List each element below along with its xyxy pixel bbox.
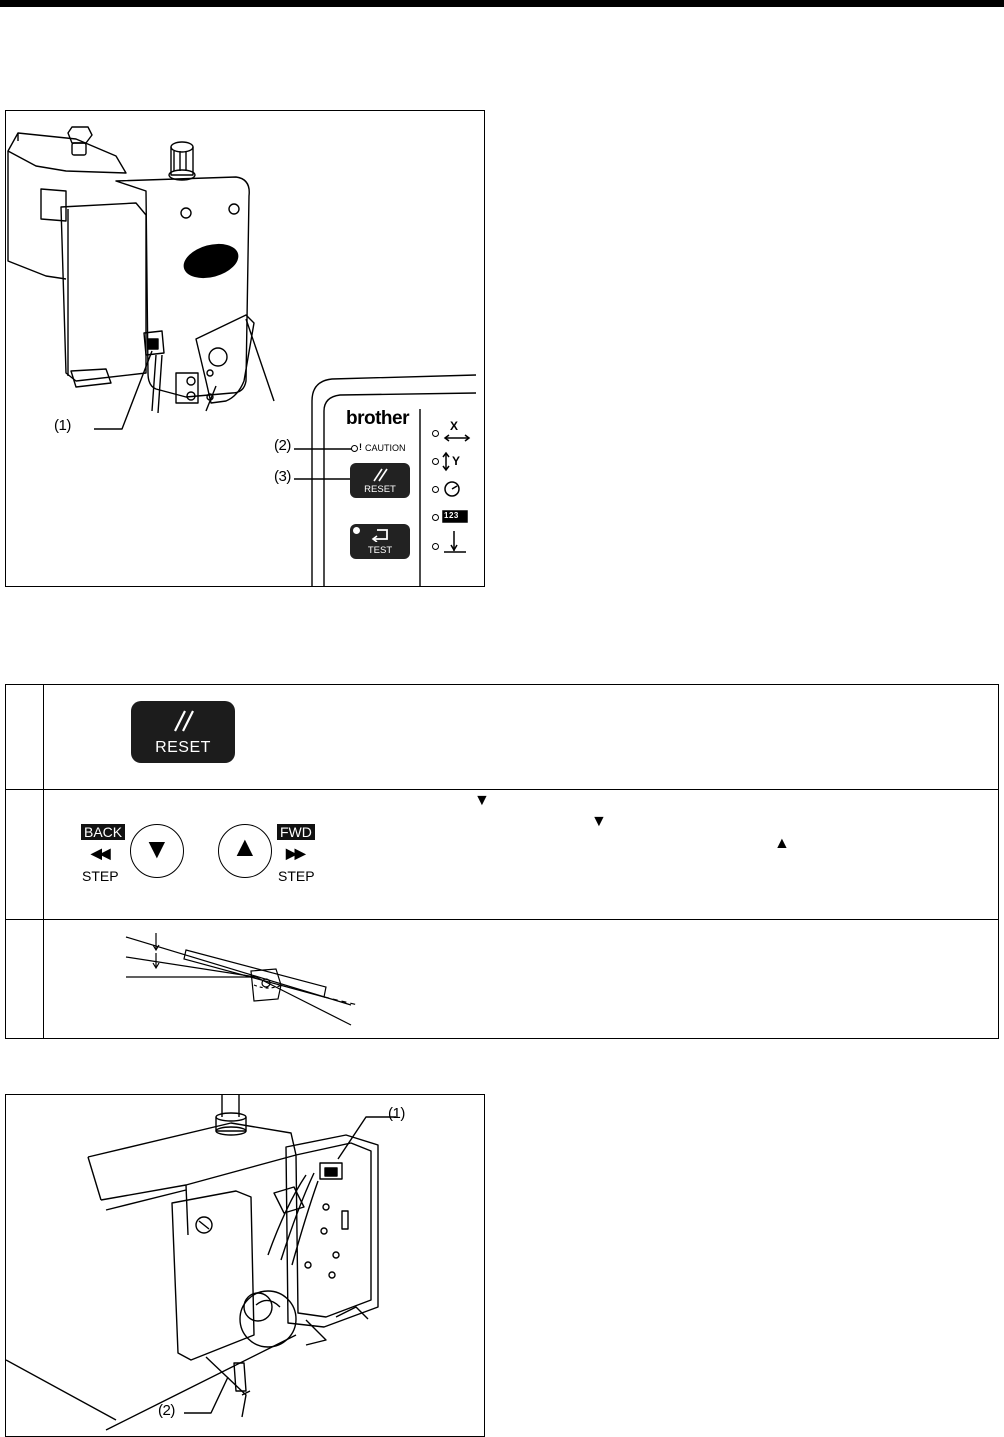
y-axis-label: Y bbox=[452, 454, 461, 468]
callout-2: (2) bbox=[158, 1402, 175, 1419]
step-back-key[interactable] bbox=[130, 824, 184, 878]
table-row-divider bbox=[6, 919, 998, 920]
brand-logo: brother bbox=[346, 408, 409, 429]
down-triangle-icon: ▼ bbox=[143, 833, 171, 864]
reset-key-large[interactable] bbox=[131, 701, 235, 763]
reset-key-label: RESET bbox=[155, 739, 211, 756]
fast-forward-icon: ▶▶ bbox=[286, 845, 304, 861]
page-top-rule bbox=[0, 0, 1004, 7]
fwd-label: FWD bbox=[277, 824, 315, 840]
up-mark: ▲ bbox=[774, 835, 790, 852]
x-axis-label: X bbox=[450, 419, 459, 433]
counter-led bbox=[432, 514, 439, 521]
test-button[interactable] bbox=[350, 524, 410, 559]
machine-head-illustration bbox=[6, 111, 484, 586]
table-column-divider bbox=[43, 685, 44, 1038]
machine-side-figure bbox=[5, 1094, 485, 1437]
angle-adjustment-diagram bbox=[116, 925, 376, 1035]
y-axis-led bbox=[432, 458, 439, 465]
needle-led bbox=[432, 543, 439, 550]
test-led bbox=[353, 527, 360, 534]
caution-label: CAUTION bbox=[365, 443, 406, 453]
down-mark-2: ▼ bbox=[591, 813, 607, 830]
back-label: BACK bbox=[81, 824, 125, 840]
callout-2: (2) bbox=[274, 437, 291, 454]
test-icon bbox=[371, 528, 389, 542]
machine-side-illustration bbox=[6, 1095, 484, 1436]
callout-1: (1) bbox=[388, 1105, 405, 1122]
reset-button[interactable] bbox=[350, 463, 410, 498]
fwd-step-label: STEP bbox=[278, 868, 315, 884]
rewind-icon: ◀◀ bbox=[91, 845, 109, 861]
step-forward-key[interactable] bbox=[218, 824, 272, 878]
counter-label: 123 bbox=[444, 511, 459, 520]
reset-icon bbox=[171, 709, 197, 733]
reset-button-label: RESET bbox=[364, 484, 396, 495]
machine-head-figure bbox=[5, 110, 485, 587]
callout-1: (1) bbox=[54, 417, 71, 434]
callout-3: (3) bbox=[274, 468, 291, 485]
speed-led bbox=[432, 486, 439, 493]
table-row-divider bbox=[6, 789, 998, 790]
down-mark-1: ▼ bbox=[474, 792, 490, 809]
caution-led bbox=[351, 445, 358, 452]
procedure-table bbox=[5, 684, 999, 1039]
reset-icon bbox=[371, 468, 389, 482]
test-button-label: TEST bbox=[367, 545, 393, 556]
x-axis-led bbox=[432, 430, 439, 437]
caution-mark: ! bbox=[359, 442, 362, 452]
back-step-label: STEP bbox=[82, 868, 119, 884]
up-triangle-icon: ▲ bbox=[231, 831, 259, 862]
